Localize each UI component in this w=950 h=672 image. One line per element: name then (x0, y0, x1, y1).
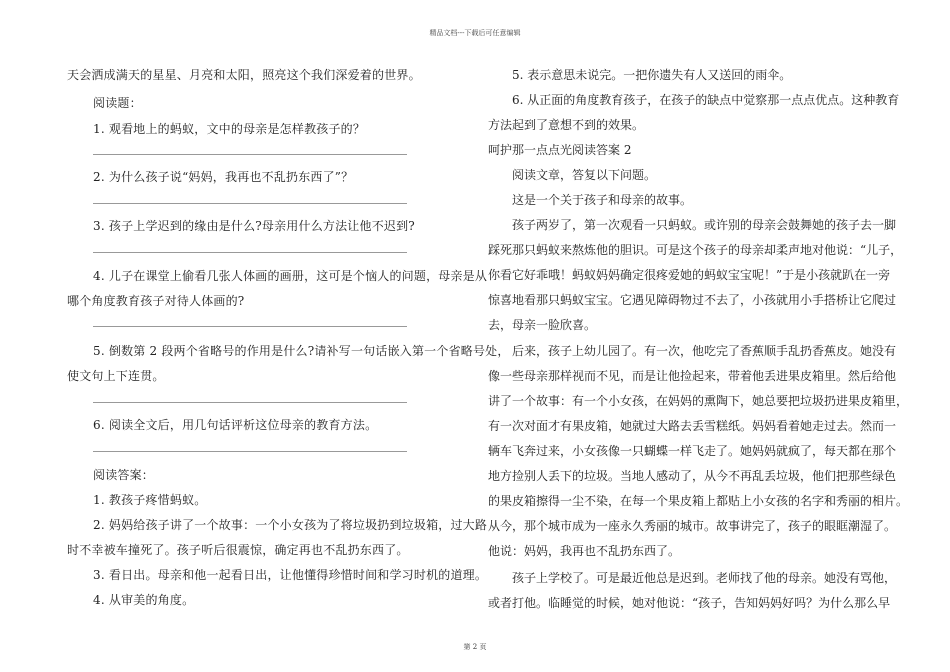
answer-line: 时不幸被车撞死了。孩子听后很震惊，确定再也不乱扔东西了。 (67, 543, 409, 557)
answer-blank-line (93, 451, 407, 452)
text-line: 惊喜地看那只蚂蚁宝宝。它遇见障碍物过不去了，小孩就用小手搭桥让它爬过 (488, 293, 897, 307)
answer-line: 2. 妈妈给孩子讲了一个故事：一个小女孩为了将垃圾扔到垃圾箱，过大路 (93, 518, 488, 532)
question-line: 2. 为什么孩子说“妈妈，我再也不乱扔东西了”？ (93, 170, 354, 184)
text-line: 像一些母亲那样视而不见，而是让他捡起来，带着他丢进果皮箱里。然后给他 (488, 369, 897, 383)
question-line: 6. 阅读全文后，用几句话评析这位母亲的教育方法。 (93, 418, 378, 432)
answer-line: 4. 从审美的角度。 (93, 593, 195, 607)
page-header: 精品文档---下载后可任意编辑 (429, 29, 521, 37)
text-line: 你看它好乖哦！蚂蚁妈妈确定很疼爱她的蚂蚁宝宝呢！”于是小孩就趴在一旁 (488, 268, 891, 282)
text-line: 这是一个关于孩子和母亲的故事。 (512, 193, 693, 207)
answer-blank-line (93, 154, 407, 155)
text-line: 的果皮箱擦得一尘不染，在每一个果皮箱上都贴上小女孩的名字和秀丽的相片。 (488, 494, 909, 508)
text-line: 地方捡别人丢下的垃圾。当地人感动了，从今不再乱丢垃圾，他们把那些绿色 (488, 469, 897, 483)
text-line: 辆车飞奔过来，小女孩像一只蝴蝶一样飞走了。她妈妈就疯了，每天都在那个 (488, 444, 897, 458)
text-line: 踩死那只蚂蚁来熬炼他的胆识。可是这个孩子的母亲却柔声地对他说：“儿子， (488, 243, 903, 257)
answer-line: 1. 教孩子疼惜蚂蚁。 (93, 493, 207, 507)
answer-line: 3. 看日出。母亲和他一起看日出，让他懂得珍惜时间和学习时机的道理。 (93, 568, 488, 582)
answer-blank-line (93, 252, 407, 253)
text-line: 从今，那个城市成为一座永久秀丽的城市。故事讲完了，孩子的眼眶潮湿了。 (488, 519, 897, 533)
text-line: 他说：妈妈，我再也不乱扔东西了。 (488, 544, 681, 558)
text-line: 讲了一个故事：有一个小女孩，在妈妈的熏陶下，她总要把垃圾扔进果皮箱里， (488, 394, 909, 408)
answer-line: 6. 从正面的角度教育孩子，在孩子的缺点中觉察那一点点优点。这种教育 (512, 93, 900, 107)
section-heading: 阅读题： (93, 96, 142, 110)
section-heading: 阅读答案： (93, 468, 155, 482)
question-line: 哪个角度教育孩子对待人体画的? (67, 294, 245, 308)
text-line: 有一次对面才有果皮箱，她就过大路去丢雪糕纸。妈妈看着她走过去。然而一 (488, 419, 897, 433)
question-line: 3. 孩子上学迟到的缘由是什么?母亲用什么方法让他不迟到? (93, 219, 415, 233)
text-line: 去，母亲一脸欣喜。 (488, 318, 597, 332)
article-title: 呵护那一点点光阅读答案 2 (488, 143, 632, 157)
answer-blank-line (93, 203, 407, 204)
text-line: 后来，孩子上幼儿园了。有一次，他吃完了香蕉顺手乱扔香蕉皮。她没有 (512, 344, 897, 358)
answer-line: 方法起到了意想不到的效果。 (488, 118, 645, 132)
question-line: 5. 倒数第 2 段两个省略号的作用是什么?请补写一句话嵌入第一个省略号处， (93, 344, 510, 358)
question-line: 1. 观看地上的蚂蚁，文中的母亲是怎样教孩子的？ (93, 122, 366, 136)
answer-blank-line (93, 402, 407, 403)
question-line: 使文句上下连贯。 (67, 369, 165, 383)
answer-blank-line (93, 326, 407, 327)
text-line: 天会洒成满天的星星、月亮和太阳，照亮这个我们深爱着的世界。 (67, 68, 421, 82)
text-line: 或者打他。临睡觉的时候，她对他说：“孩子，告知妈妈好吗？为什么那么早 (488, 596, 891, 610)
text-line: 孩子两岁了，第一次观看一只蚂蚁。或许别的母亲会鼓舞她的孩子去一脚 (512, 218, 897, 232)
text-line: 孩子上学校了。可是最近他总是迟到。老师找了他的母亲。她没有骂他， (512, 571, 897, 585)
page-number: 第 2 页 (463, 643, 487, 651)
question-line: 4. 儿子在课堂上偷看几张人体画的画册，这可是个恼人的问题，母亲是从 (93, 269, 488, 283)
answer-line: 5. 表示意思未说完。一把你遗失有人又送回的雨伞。 (512, 68, 792, 82)
text-line: 阅读文章，答复以下问题。 (512, 168, 657, 182)
